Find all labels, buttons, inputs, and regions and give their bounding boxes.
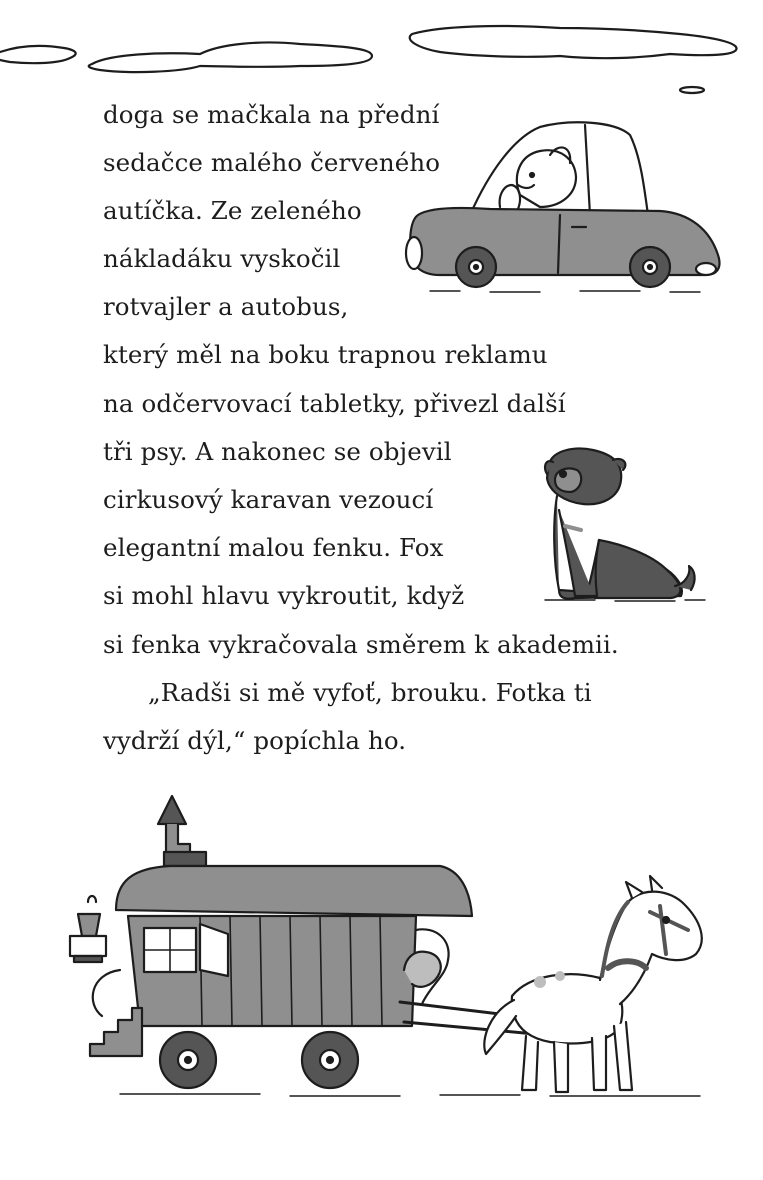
- text-line: si fenka vykračovala směrem k akademii.: [103, 630, 619, 659]
- text-line: elegantní malou fenku. Fox: [103, 533, 444, 562]
- text-line: sedačce malého červeného: [103, 148, 441, 177]
- text-line: cirkusový karavan vezoucí: [103, 485, 434, 514]
- text-line: na odčervovací tabletky, přivezl další: [103, 389, 566, 418]
- text-line: doga se mačkala na přední: [103, 100, 440, 129]
- text-line: vydrží dýl,“ popíchla ho.: [103, 726, 407, 755]
- text-line: „Radši si mě vyfoť, brouku. Fotka ti: [148, 678, 592, 707]
- text-line: který měl na boku trapnou reklamu: [103, 340, 548, 369]
- text-line: si mohl hlavu vykroutit, když: [103, 581, 465, 610]
- rottweiler-illustration: [535, 440, 710, 610]
- text-line: autíčka. Ze zeleného: [103, 196, 362, 225]
- text-line: nákladáku vyskočil: [103, 244, 341, 273]
- text-line: tři psy. A nakonec se objevil: [103, 437, 452, 466]
- circus-caravan-with-pony-illustration: [60, 790, 720, 1110]
- car-with-dogs-illustration: [400, 115, 730, 300]
- clouds-illustration: [0, 18, 763, 98]
- text-line: rotvajler a autobus,: [103, 292, 349, 321]
